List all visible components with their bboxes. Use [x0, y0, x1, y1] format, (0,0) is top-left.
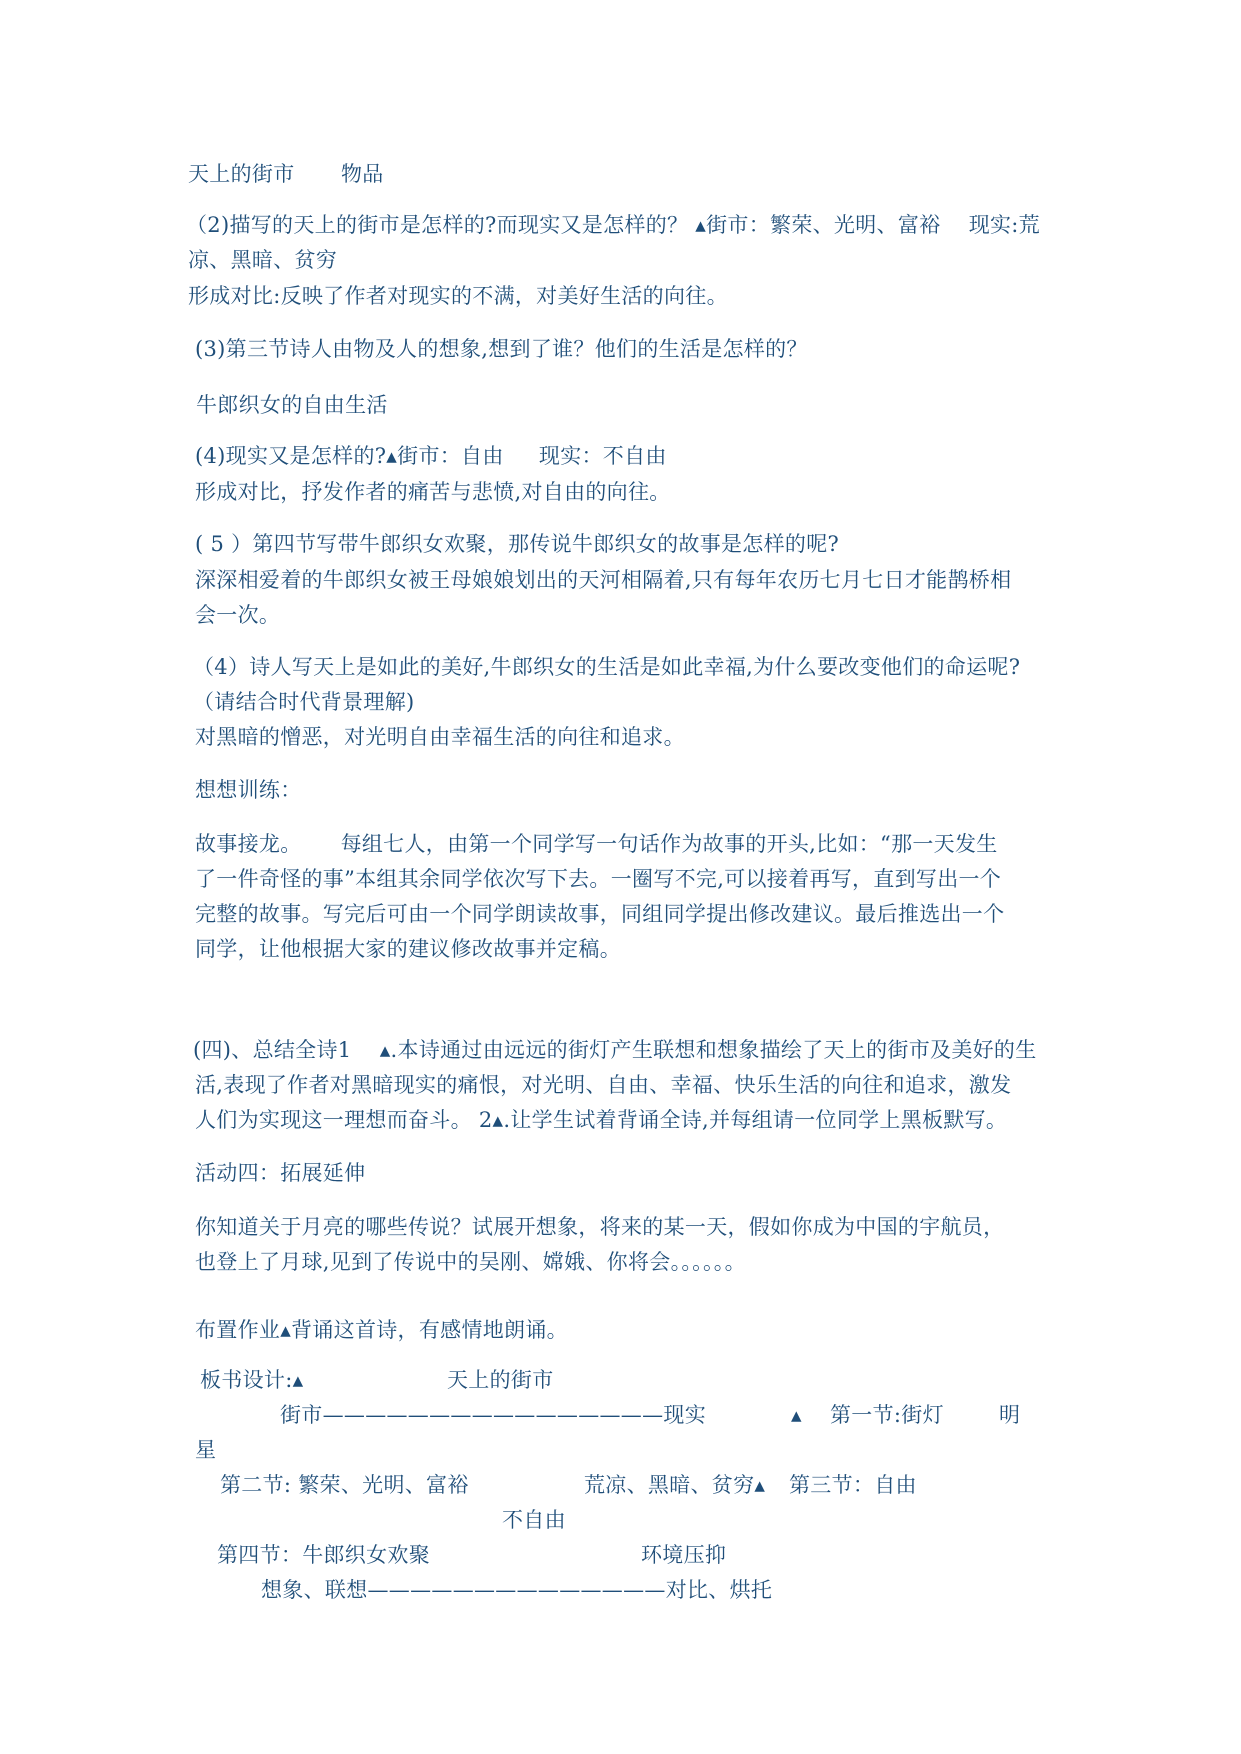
text-line: 你知道关于月亮的哪些传说？试展开想象，将来的某一天，假如你成为中国的宇航员， — [195, 1215, 1005, 1239]
text-line: 明 — [999, 1403, 1021, 1427]
text-line: 布置作业▴背诵这首诗，有感情地朗诵。 — [195, 1318, 568, 1342]
text-line: 物品 — [341, 162, 384, 186]
text-line: 凉、黑暗、贫穷 — [188, 248, 338, 272]
text-line: 第一节:街灯 — [830, 1403, 944, 1427]
text-line: 完整的故事。写完后可由一个同学朗读故事，同组同学提出修改建议。最后推选出一个 — [195, 902, 1005, 926]
text-line: 故事接龙。 每组七人，由第一个同学写一句话作为故事的开头,比如：“那一天发生 — [195, 832, 998, 856]
text-line: 环境压抑 — [641, 1543, 727, 1567]
text-line: 同学，让他根据大家的建议修改故事并定稿。 — [195, 937, 621, 961]
text-line: 人们为实现这一理想而奋斗。 2▴.让学生试着背诵全诗,并每组请一位同学上黑板默写。 — [195, 1108, 1008, 1132]
text-line: 星 — [195, 1438, 217, 1462]
text-line: 第二节: 繁荣、光明、富裕 — [220, 1473, 469, 1497]
text-line: 不自由 — [502, 1508, 566, 1532]
text-line: 街市————————————————现实 — [280, 1403, 706, 1427]
text-line: 荒凉、黑暗、贫穷▴ — [584, 1473, 766, 1497]
text-line: (4)现实又是怎样的?▴街市：自由 现实：不自由 — [195, 444, 667, 468]
text-line: 会一次。 — [195, 603, 281, 627]
text-line: 天上的街市 — [188, 162, 295, 186]
text-line: 深深相爱着的牛郎织女被王母娘娘划出的天河相隔着,只有每年农历七月七日才能鹊桥相 — [195, 568, 1012, 592]
text-line: 第三节：自由 — [789, 1473, 917, 1497]
text-line: （2)描写的天上的街市是怎样的?而现实又是怎样的？ ▴街市：繁荣、光明、富裕 现实:荒 — [186, 213, 1040, 237]
text-line: 想象、联想——————————————对比、烘托 — [261, 1578, 773, 1602]
text-line: (四)、总结全诗1 ▴.本诗通过由远远的街灯产生联想和想象描绘了天上的街市及美好的生 — [193, 1038, 1037, 1062]
text-line: 也登上了月球,见到了传说中的吴刚、嫦娥、你将会。。。。。。 — [195, 1250, 746, 1274]
text-line: 形成对比:反映了作者对现实的不满，对美好生活的向往。 — [188, 284, 728, 308]
board-design-label: 板书设计:▴ — [200, 1368, 304, 1392]
text-line: 形成对比，抒发作者的痛苦与悲愤,对自由的向往。 — [195, 480, 671, 504]
text-line: ( 5 ）第四节写带牛郎织女欢聚，那传说牛郎织女的故事是怎样的呢? — [195, 532, 840, 556]
text-line: 对黑暗的憎恶，对光明自由幸福生活的向往和追求。 — [195, 725, 685, 749]
text-line: 第四节：牛郎织女欢聚 — [217, 1543, 430, 1567]
text-line: 想想训练： — [195, 778, 302, 802]
board-design-title: 天上的街市 — [447, 1368, 554, 1392]
text-line: 牛郎织女的自由生活 — [196, 393, 388, 417]
text-line: 活,表现了作者对黑暗现实的痛恨，对光明、自由、幸福、快乐生活的向往和追求，激发 — [195, 1073, 1012, 1097]
text-line: 了一件奇怪的事”本组其余同学依次写下去。一圈写不完,可以接着再写，直到写出一个 — [195, 867, 1002, 891]
text-line: ▴ — [791, 1403, 802, 1427]
text-line: （请结合时代背景理解) — [193, 690, 415, 714]
text-line: 活动四：拓展延伸 — [195, 1161, 366, 1185]
text-line: （4）诗人写天上是如此的美好,牛郎织女的生活是如此幸福,为什么要改变他们的命运呢? — [193, 655, 1021, 679]
text-line: (3)第三节诗人由物及人的想象,想到了谁？他们的生活是怎样的？ — [195, 337, 808, 361]
